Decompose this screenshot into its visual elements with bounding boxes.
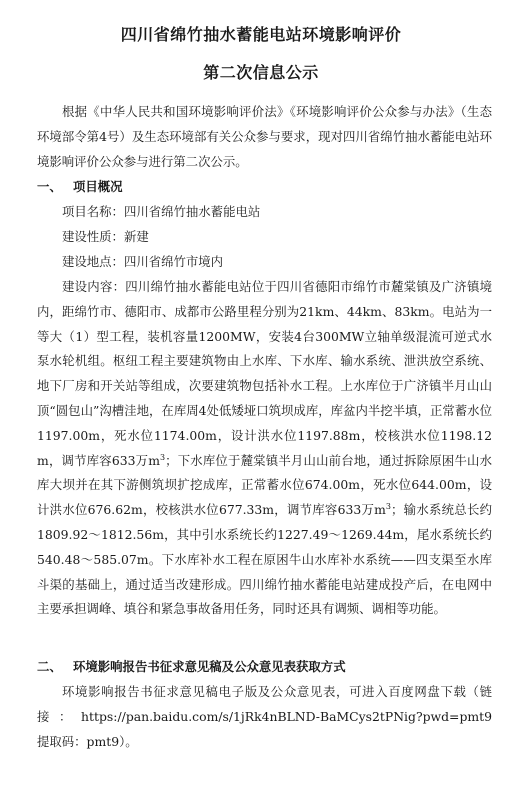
unit-superscript: 3 xyxy=(385,502,392,512)
unit-superscript: 3 xyxy=(160,452,166,462)
download-instructions: 环境影响报告书征求意见稿电子版及公众意见表，可进入百度网盘下载（链接：https://pan.baidu.com/s/1jRk4nBLND-BaMCys2tPNig?pwd=pmt9 提取码：pmt9）。 xyxy=(37,684,505,749)
project-content-part-a: 建设内容：四川绵竹抽水蓄能电站位于四川省德阳市绵竹市麓棠镇及广济镇境内，距绵竹市、德阳市、成都市公路里程分别为21km、44km、83km。电站为一等大（1）型工程，装机容量1200MW，安装4台300MW立轴单级混流可逆式水泵水轮机组。枢纽工程主要建筑物由上水库、下水库、输水系统、泄洪放空系统、地下厂房和开关站等组成，次要建筑物包括补水工程。上水库位于广济镇半月山山顶“圆包山”沟槽洼地，在库周4处低矮垭口筑坝成库，库盆内半挖半填，正常蓄水位1197.00m，死水位1174.00m，设计洪水位1197.88m，校核洪水位1198.12m，调节库容633万m xyxy=(37,279,492,468)
project-content-part-c: ；输水系统总长约1809.92～1812.56m，其中引水系统长约1227.49～1269.44m，尾水系统长约540.48～585.07m。下水库补水工程在原困牛山水库补水系统——四支渠至水库斗渠的基础上，通过适当改建形成。四川绵竹抽水蓄能电站建成投产后，在电网中主要承担调峰、填谷和紧急事故备用任务，同时还具有调频、调相等功能。 xyxy=(37,502,493,617)
section-1-title: 项目概况 xyxy=(73,179,123,194)
page-subtitle: 第二次信息公示 xyxy=(203,63,319,82)
section-2-number: 二、 xyxy=(37,659,62,674)
project-location: 建设地点：四川省绵竹市境内 xyxy=(62,254,224,269)
section-1-number: 一、 xyxy=(37,179,62,194)
project-name: 项目名称：四川省绵竹抽水蓄能电站 xyxy=(62,204,261,219)
project-content xyxy=(37,275,492,622)
project-content-part-b: ；下水库位于麓棠镇半月山山前台地，通过拆除原困牛山水库大坝并在其下游侧筑坝扩挖成库，正常蓄水位674.00m，死水位644.00m，设计洪水位676.62m，校核洪水位677.33m，调节库容633万m xyxy=(37,452,493,518)
section-2-title: 环境影响报告书征求意见稿及公众意见表获取方式 xyxy=(73,659,346,674)
section-2-heading xyxy=(37,655,492,680)
project-nature: 建设性质：新建 xyxy=(62,229,149,244)
page-title: 四川省绵竹抽水蓄能电站环境影响评价 xyxy=(120,25,402,44)
section-1-heading xyxy=(37,175,492,200)
intro-paragraph: 根据《中华人民共和国环境影响评价法》《环境影响评价公众参与办法》（生态环境部令第4号）及生态环境部有关公众参与要求，现对四川省绵竹抽水蓄能电站环境影响评价公众参与进行第二次公示。 xyxy=(37,104,492,169)
